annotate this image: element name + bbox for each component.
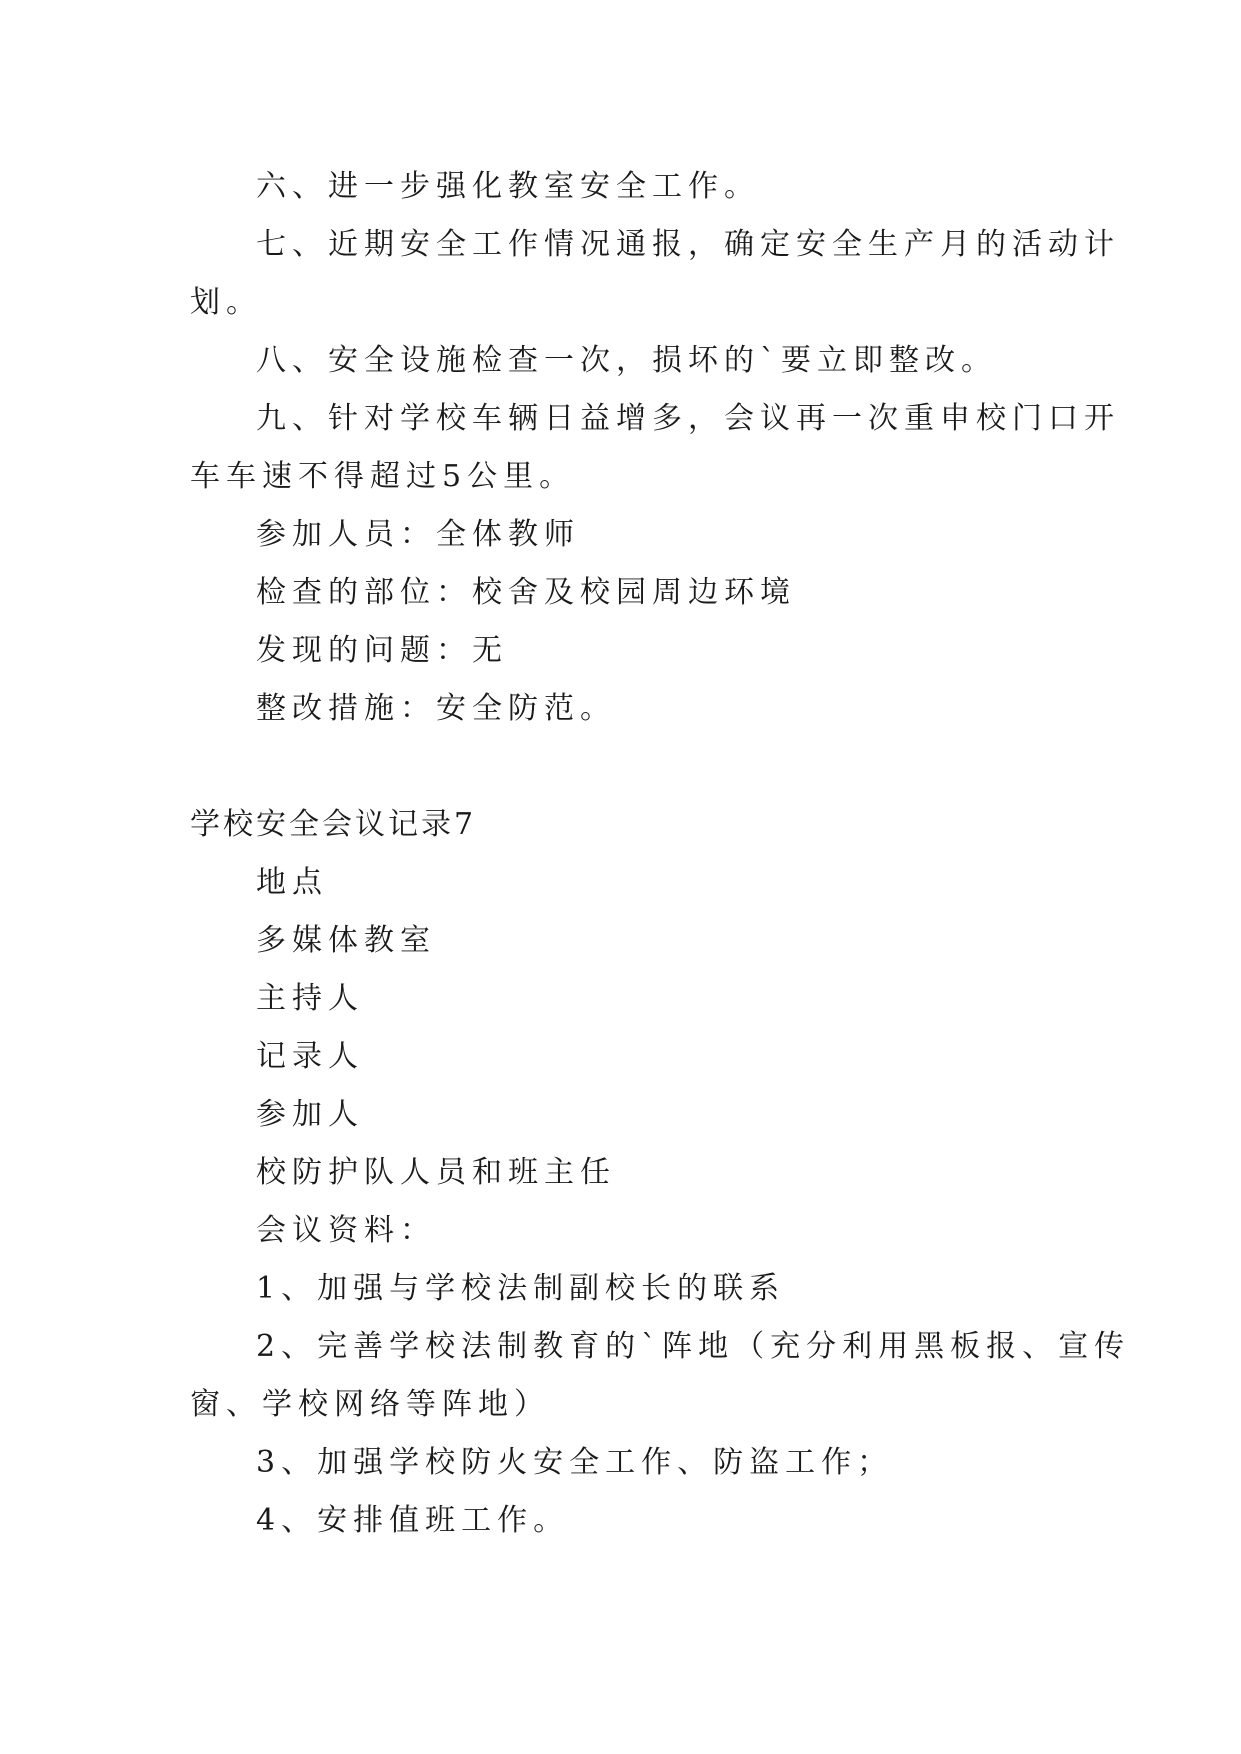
host-label: 主持人	[256, 981, 364, 1016]
paragraph-item-7: 七、近期安全工作情况通报，确定安全生产月的活动计	[256, 227, 1120, 262]
recorder-label: 记录人	[256, 1039, 364, 1074]
location-label: 地点	[256, 865, 328, 900]
issues-found-line: 发现的问题：无	[256, 633, 508, 668]
list-item-3: 3、加强学校防火安全工作、防盗工作；	[256, 1445, 894, 1480]
inspected-parts-line: 检查的部位：校舍及校园周边环境	[256, 575, 796, 610]
attendees-label: 参加人	[256, 1097, 364, 1132]
paragraph-item-6: 六、进一步强化教室安全工作。	[256, 169, 760, 204]
measures-line: 整改措施：安全防范。	[256, 691, 616, 726]
materials-label: 会议资料：	[256, 1213, 436, 1248]
location-value: 多媒体教室	[256, 923, 436, 958]
participants-line: 参加人员：全体教师	[256, 517, 580, 552]
attendees-value: 校防护队人员和班主任	[256, 1155, 616, 1190]
paragraph-item-8: 八、安全设施检查一次，损坏的`要立即整改。	[256, 343, 997, 378]
list-item-2: 2、完善学校法制教育的`阵地（充分利用黑板报、宣传	[256, 1329, 1131, 1364]
paragraph-item-9-continuation: 车车速不得超过5公里。	[190, 459, 576, 494]
paragraph-item-9: 九、针对学校车辆日益增多，会议再一次重申校门口开	[256, 401, 1120, 436]
list-item-2-continuation: 窗、学校网络等阵地）	[190, 1387, 550, 1422]
paragraph-item-7-continuation: 划。	[190, 285, 262, 320]
list-item-4: 4、安排值班工作。	[256, 1503, 570, 1538]
section-title: 学校安全会议记录7	[190, 807, 477, 842]
list-item-1: 1、加强与学校法制副校长的联系	[256, 1271, 786, 1306]
